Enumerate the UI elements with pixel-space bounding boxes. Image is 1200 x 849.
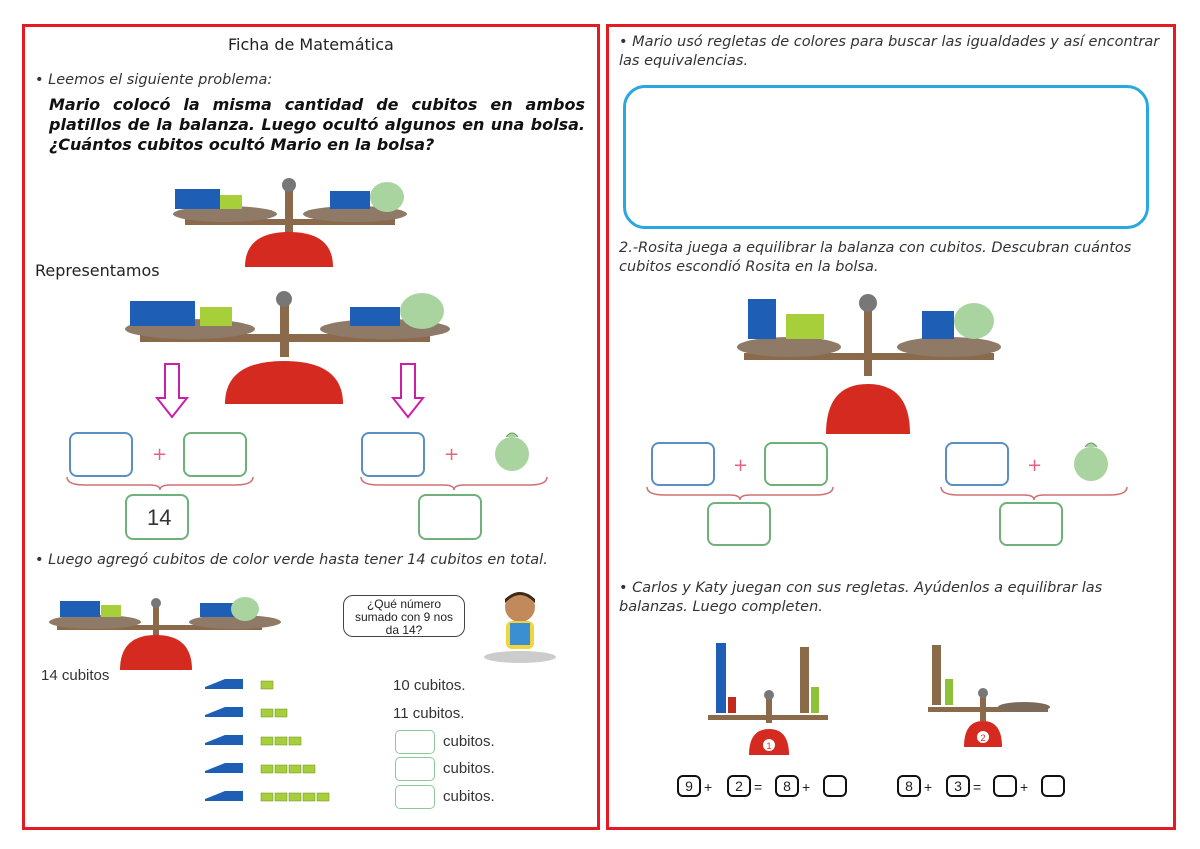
scale-2-number: 2 bbox=[980, 733, 986, 743]
rod-balance-icon bbox=[704, 635, 834, 757]
right-worksheet-panel bbox=[606, 24, 1176, 830]
answer-area[interactable] bbox=[623, 85, 1149, 229]
left-worksheet-panel bbox=[22, 24, 600, 830]
eq2-op-2: = bbox=[973, 779, 982, 795]
cube-rows-icon bbox=[205, 667, 345, 809]
represent-heading: Representamos bbox=[35, 261, 160, 280]
brace-icon bbox=[359, 475, 549, 491]
problem-statement: Mario colocó la misma cantidad de cubitos en ambos platillos de la balanza. Luego ocultó algunos en una bolsa. ¿Cuántos cubitos ocultó Mario en la bolsa? bbox=[49, 95, 585, 154]
count-row-5: cubitos. bbox=[443, 788, 495, 805]
count-row-2: 11 cubitos. bbox=[393, 705, 465, 722]
rosita-sum-2[interactable] bbox=[999, 502, 1063, 546]
count-input-4[interactable] bbox=[395, 757, 435, 781]
eq1-term-2: 2 bbox=[727, 775, 751, 797]
plus-sign: + bbox=[152, 444, 168, 465]
money-bag-icon bbox=[400, 293, 444, 329]
down-arrow-icon bbox=[391, 362, 425, 420]
count-input-3[interactable] bbox=[395, 730, 435, 754]
plus-sign: + bbox=[1027, 455, 1043, 476]
money-bag-icon bbox=[1071, 437, 1111, 483]
rosita-addend-1[interactable] bbox=[651, 442, 715, 486]
added-bullet-text: Luego agregó cubitos de color verde hasta tener 14 cubitos en total. bbox=[48, 552, 548, 568]
rosita-statement: 2.-Rosita juega a equilibrar la balanza con cubitos. Descubran cuántos cubitos escondió Rosita en la bolsa. bbox=[619, 240, 1132, 275]
count-row-1: 10 cubitos. bbox=[393, 677, 466, 694]
balance-scale-icon bbox=[45, 595, 285, 673]
eq1-op-3: + bbox=[802, 779, 811, 795]
rods-bullet: • Mario usó regletas de colores para buscar las igualdades y así encontrar las equivalencias. bbox=[619, 34, 1160, 69]
eq2-op-1: + bbox=[924, 779, 933, 795]
question-bubble: ¿Qué número sumado con 9 nos da 14? bbox=[343, 595, 465, 637]
plus-sign: + bbox=[733, 455, 749, 476]
worksheet-title: Ficha de Matemática bbox=[228, 35, 394, 54]
rosita-addend-2[interactable] bbox=[764, 442, 828, 486]
sum-box bbox=[125, 494, 189, 540]
rod-balance-icon bbox=[924, 635, 1059, 757]
addend-input-3[interactable] bbox=[361, 432, 425, 477]
rosita-addend-3[interactable] bbox=[945, 442, 1009, 486]
addend-input-1[interactable] bbox=[69, 432, 133, 477]
brace-icon bbox=[939, 485, 1129, 501]
rods-bullet-text: Mario usó regletas de colores para buscar las igualdades y así encontrar las equivalencias. bbox=[619, 34, 1160, 69]
balance-scale-icon bbox=[165, 177, 435, 272]
brace-icon bbox=[65, 475, 255, 491]
eq1-op-1: + bbox=[704, 779, 713, 795]
eq2-answer-input-2[interactable] bbox=[1041, 775, 1065, 797]
addend-input-2[interactable] bbox=[183, 432, 247, 477]
eq1-answer-input[interactable] bbox=[823, 775, 847, 797]
eq1-term-3: 8 bbox=[775, 775, 799, 797]
eq2-term-2: 3 bbox=[946, 775, 970, 797]
down-arrow-icon bbox=[155, 362, 189, 420]
sum-value: 14 bbox=[147, 505, 172, 530]
carlos-bullet-text: Carlos y Katy juegan con sus regletas. Ayúdenlos a equilibrar las balanzas. Luego completen. bbox=[619, 580, 1103, 615]
count-row-4: cubitos. bbox=[443, 760, 495, 777]
boy-illustration bbox=[480, 585, 560, 665]
eq2-answer-input-1[interactable] bbox=[993, 775, 1017, 797]
money-bag-icon bbox=[492, 427, 532, 473]
brace-icon bbox=[645, 485, 835, 501]
eq2-term-1: 8 bbox=[897, 775, 921, 797]
scale-1-number: 1 bbox=[766, 741, 772, 751]
eq1-term-1: 9 bbox=[677, 775, 701, 797]
balance-scale-icon bbox=[734, 289, 1009, 439]
carlos-bullet: • Carlos y Katy juegan con sus regletas. Ayúdenlos a equilibrar las balanzas. Luego completen. bbox=[619, 580, 1103, 615]
total-label: 14 cubitos bbox=[41, 667, 110, 684]
count-row-3: cubitos. bbox=[443, 733, 495, 750]
sum-input-2[interactable] bbox=[418, 494, 482, 540]
count-input-5[interactable] bbox=[395, 785, 435, 809]
eq2-op-3: + bbox=[1020, 779, 1029, 795]
money-bag-icon bbox=[370, 182, 404, 212]
plus-sign: + bbox=[444, 444, 460, 465]
eq1-op-2: = bbox=[754, 779, 763, 795]
added-bullet: • Luego agregó cubitos de color verde hasta tener 14 cubitos en total. bbox=[35, 552, 548, 568]
rosita-sum-1[interactable] bbox=[707, 502, 771, 546]
intro-bullet-text: Leemos el siguiente problema: bbox=[48, 72, 273, 88]
intro-bullet: • Leemos el siguiente problema: bbox=[35, 72, 273, 88]
